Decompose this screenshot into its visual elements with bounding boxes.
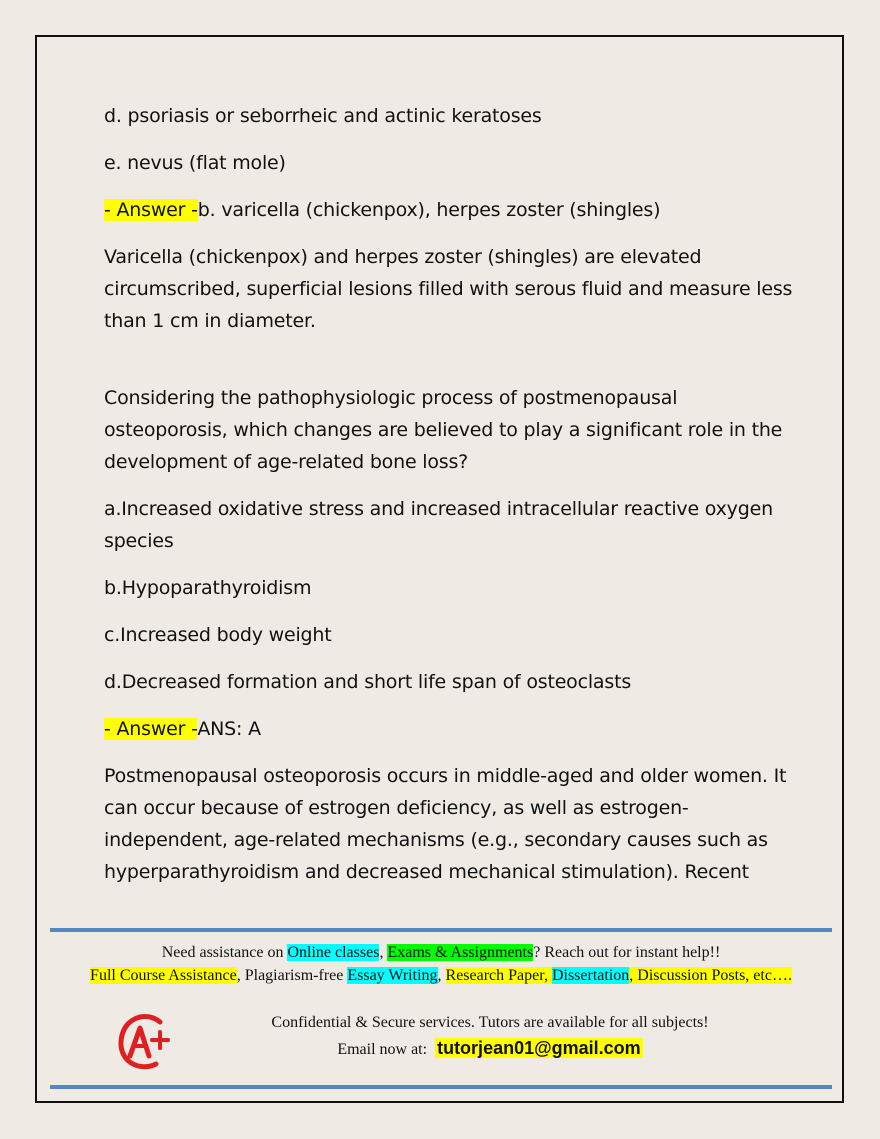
footer-line-assistance (50, 944, 832, 962)
explanation-2: Postmenopausal osteoporosis occurs in middle-aged and older women. It can occur because of estrogen deficiency, as well as estrogen-independent, age-related mechanisms (e.g., secondary causes such as hyperparathyroidism and decreased mechanical stimulation). Recent (104, 765, 787, 883)
email-link[interactable]: tutorjean01@gmail.com (437, 1038, 641, 1058)
footer-divider-bottom (50, 1085, 832, 1089)
answer-label-2: - Answer - (104, 718, 198, 740)
option-c: c.Increased body weight (104, 624, 332, 646)
explanation-1: Varicella (chickenpox) and herpes zoster (shingles) are elevated circumscribed, superficial lesions filled with serous fluid and measure less than 1 cm in diameter. (104, 246, 793, 332)
email-label: Email now at: (337, 1041, 428, 1058)
footer-text: , (437, 967, 446, 984)
option-d: d.Decreased formation and short life span of osteoclasts (104, 671, 632, 693)
footer-divider-top (50, 928, 832, 932)
footer-text: , Plagiarism-free (236, 967, 348, 984)
research-paper-highlight: Research Paper, (445, 967, 552, 984)
online-classes-highlight: Online classes (287, 944, 380, 961)
footer-text: ? Reach out for instant help!! (533, 944, 721, 961)
footer-text: , (379, 944, 388, 961)
answer-label-1: - Answer - (104, 199, 198, 221)
option-e-previous: e. nevus (flat mole) (104, 152, 286, 174)
footer-line-email (150, 1038, 830, 1059)
document-body (104, 100, 804, 903)
answer-line-2 (104, 713, 804, 745)
discussion-posts-highlight: , Discussion Posts, etc…. (629, 967, 792, 984)
footer-text: Need assistance on (161, 944, 288, 961)
question-2: Considering the pathophysiologic process of postmenopausal osteoporosis, which changes are believed to play a significant role in the development of age-related bone loss? (104, 387, 783, 473)
option-a: a.Increased oxidative stress and increased intracellular reactive oxygen species (104, 498, 773, 552)
answer-text-1: b. varicella (chickenpox), herpes zoster (shingles) (197, 199, 661, 221)
exams-assignments-highlight: Exams & Assignments (387, 944, 534, 961)
answer-text-2: ANS: A (197, 718, 261, 740)
essay-writing-highlight: Essay Writing (347, 967, 438, 984)
footer-line-confidential: Confidential & Secure services. Tutors are available for all subjects! (271, 1014, 709, 1031)
full-course-highlight: Full Course Assistance (90, 967, 237, 984)
option-b: b.Hypoparathyroidism (104, 577, 312, 599)
dissertation-highlight: Dissertation (551, 967, 630, 984)
footer-line-services (50, 967, 832, 985)
option-d-previous: d. psoriasis or seborrheic and actinic keratoses (104, 105, 542, 127)
answer-line-1 (104, 194, 804, 226)
